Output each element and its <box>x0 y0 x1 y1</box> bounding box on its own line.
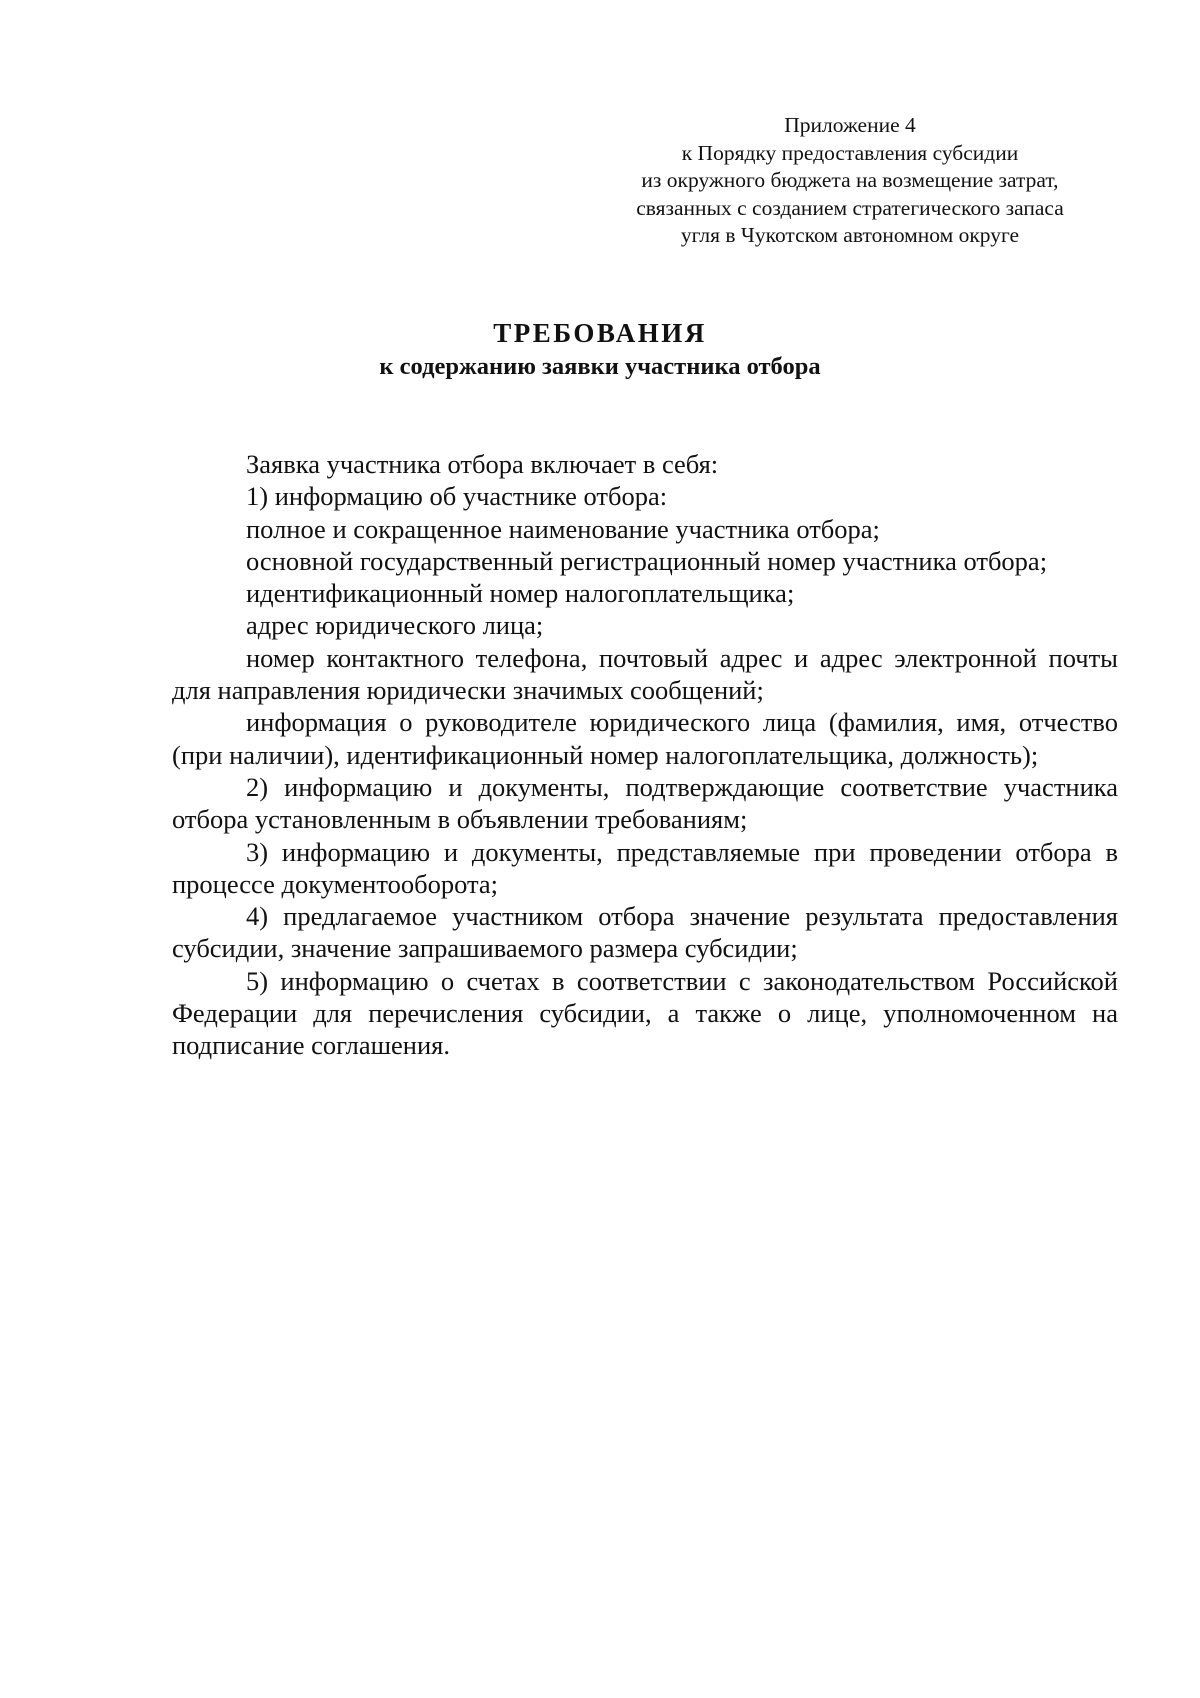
body-paragraph: информация о руководителе юридического лица (фамилия, имя, отчество (при наличии), идентификационный номер налогоплательщика, должность); <box>172 707 1118 770</box>
body-paragraph: Заявка участника отбора включает в себя: <box>246 449 719 479</box>
body-paragraph: 2) информацию и документы, подтверждающие соответствие участника отбора установленным в объявлении требованиям; <box>172 771 1118 835</box>
body-paragraph: 5) информацию о счетах в соответствии с законодательством Российской Федерации для перечисления субсидии, а также о лице, уполномоченном на подписание соглашения. <box>172 965 1118 1061</box>
body-paragraph: 1) информацию об участнике отбора: <box>246 481 668 512</box>
body-paragraph: адрес юридического лица; <box>246 610 544 641</box>
annex-line: к Порядку предоставления субсидии <box>681 140 1019 165</box>
document-heading <box>0 316 1200 384</box>
annex-line: угля в Чукотском автономном округе <box>680 223 1020 247</box>
annex-reference <box>590 112 1110 250</box>
document-title: ТРЕБОВАНИЯ <box>493 318 707 348</box>
body-paragraph: 3) информацию и документы, представляемые при проведении отбора в процессе документооборота; <box>172 836 1118 899</box>
annex-line: Приложение 4 <box>784 113 916 137</box>
document-body <box>172 448 1118 1062</box>
body-paragraph: номер контактного телефона, почтовый адрес и адрес электронной почты для направления юридически значимых сообщений; <box>172 642 1118 706</box>
body-paragraph: полное и сокращенное наименование участника отбора; <box>246 513 880 544</box>
document-subtitle: к содержанию заявки участника отбора <box>379 353 821 380</box>
body-paragraph: основной государственный регистрационный номер участника отбора; <box>246 545 1048 576</box>
body-paragraph: идентификационный номер налогоплательщика; <box>246 578 795 609</box>
body-paragraph: 4) предлагаемое участником отбора значение результата предоставления субсидии, значение запрашиваемого размера субсидии; <box>172 901 1118 964</box>
annex-line: связанных с созданием стратегического запаса <box>636 195 1064 220</box>
annex-line: из окружного бюджета на возмещение затрат, <box>641 168 1059 192</box>
